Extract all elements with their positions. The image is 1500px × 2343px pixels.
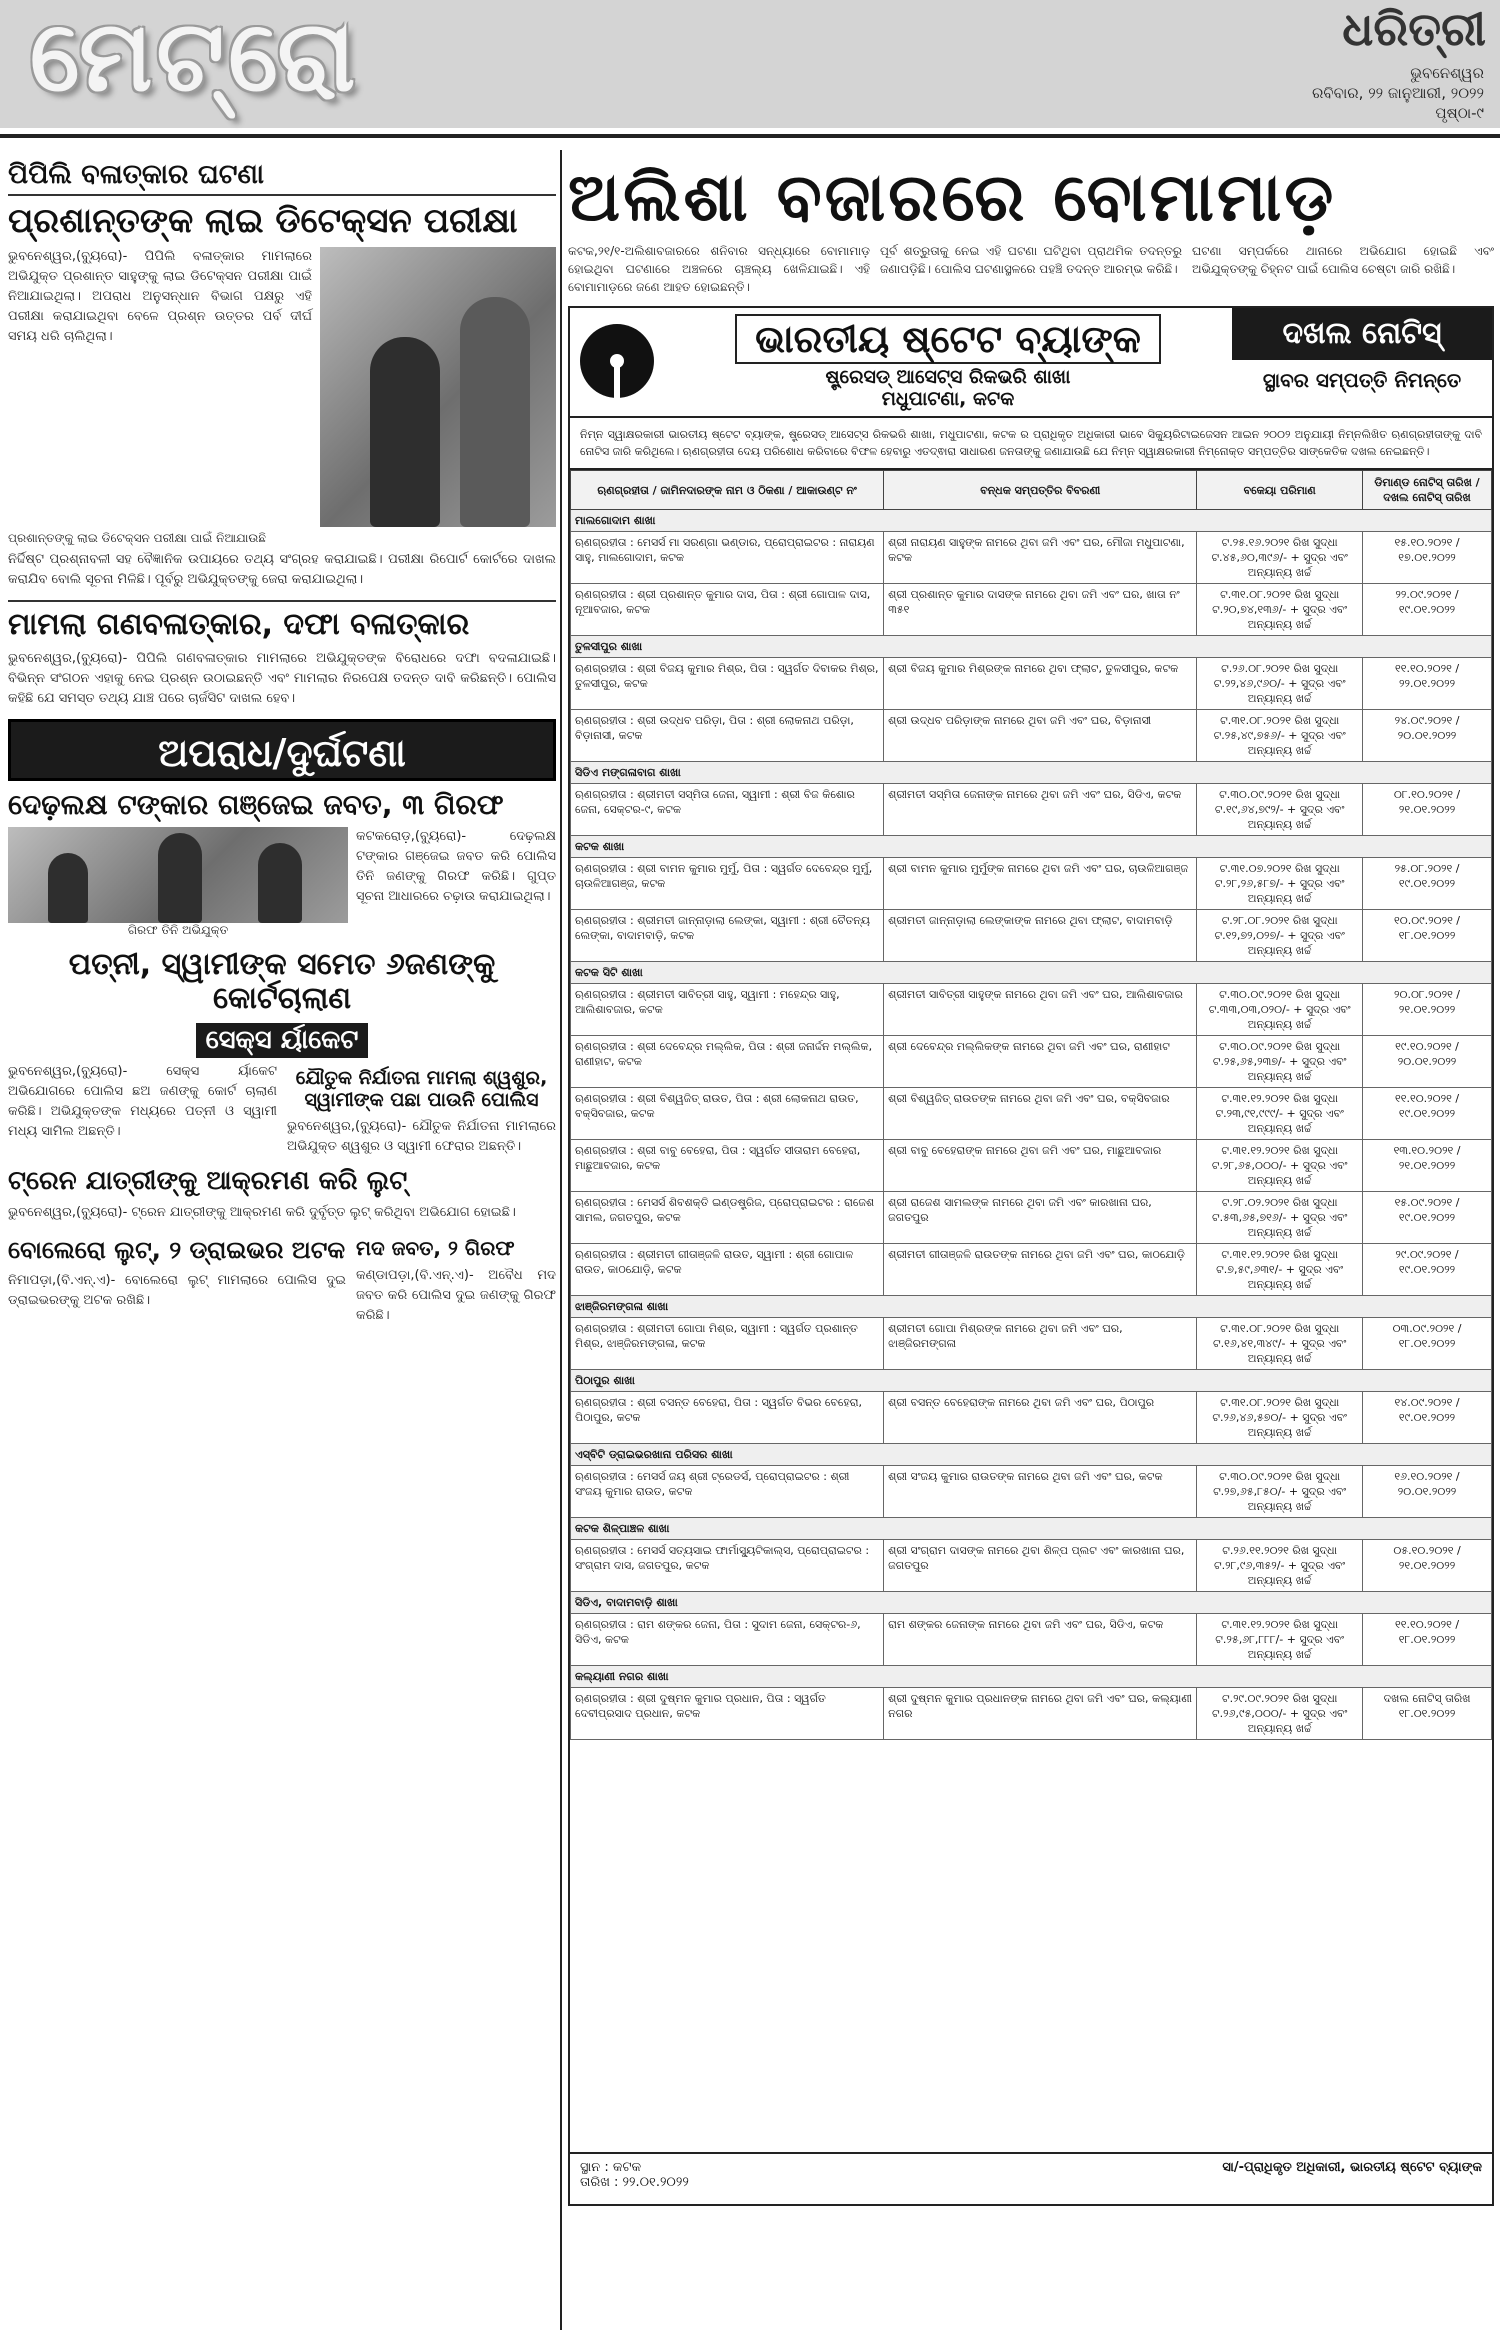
person-figure bbox=[370, 337, 440, 527]
dates-cell: ୧୫.୧୦.୨୦୨୧ / ୧୭.୦୧.୨୦୨୨ bbox=[1363, 532, 1492, 584]
branch-row bbox=[571, 836, 1492, 858]
table-row bbox=[571, 710, 1492, 762]
table-row bbox=[571, 1392, 1492, 1444]
person-figure bbox=[460, 297, 530, 527]
borrower-cell: ଋଣଗ୍ରହୀତା : ଶ୍ରୀ ବିଶ୍ୱଜିତ୍ ରାଉତ, ପିତା : ଶ୍ରୀ ଲୋକନାଥ ରାଉତ, ବକ୍ସିବଜାର, କଟକ bbox=[571, 1088, 884, 1140]
amount-cell: ଟ.୩୧.୦୮.୨୦୨୧ ରିଖ ସୁଦ୍ଧା ଟ.୨୦,୭୪,୧୩୬/- + ସୁଦ୍ର ଏବଂ ଅନ୍ୟାନ୍ୟ ଖର୍ଚ୍ଚ bbox=[1197, 584, 1363, 636]
news-photo bbox=[320, 247, 556, 527]
borrower-cell: ଋଣଗ୍ରହୀତା : ଶ୍ରୀ ପ୍ରଶାନ୍ତ କୁମାର ଦାସ, ପିତା : ଶ୍ରୀ ଗୋପାଳ ଦାସ, ନୂଆବଜାର, କଟକ bbox=[571, 584, 884, 636]
branch-row bbox=[571, 636, 1492, 658]
table-row bbox=[571, 1466, 1492, 1518]
story-paragraph: କଣ୍ଡାପଡ଼ା,(ବି.ଏନ୍.ଏ)- ଅବୈଧ ମଦ ଜବତ କରି ପୋଲିସ ଦୁଇ ଜଣଙ୍କୁ ଗିରଫ କରିଛି। bbox=[356, 1268, 556, 1324]
property-cell: ଶ୍ରୀ ବିଜୟ କୁମାର ମିଶ୍ରଙ୍କ ନାମରେ ଥିବା ଫ୍ଲାଟ, ତୁଳସୀପୁର, କଟକ bbox=[884, 658, 1197, 710]
branch-name: କଟକ ସିଟି ଶାଖା bbox=[571, 962, 1492, 984]
table-row bbox=[571, 1192, 1492, 1244]
possession-notice bbox=[568, 306, 1494, 2206]
amount-cell: ଟ.୨୯.୦୯.୨୦୨୧ ରିଖ ସୁଦ୍ଧା ଟ.୨୬,୯୫,୦୦୦/- + ସୁଦ୍ର ଏବଂ ଅନ୍ୟାନ୍ୟ ଖର୍ଚ୍ଚ bbox=[1197, 1688, 1363, 1740]
story-paragraph: ଭୁବନେଶ୍ୱର,(ବ୍ୟୁରୋ)- ସେକ୍ସ ର୍ୟାକେଟ ଅଭିଯୋଗରେ ପୋଲିସ ଛଅ ଜଣଙ୍କୁ କୋର୍ଟ ଚାଲାଣ କରିଛି। ଅଭିଯୁକ୍ତଙ୍କ ମଧ୍ୟରେ ପତ୍ନୀ ଓ ସ୍ୱାମୀ ମଧ୍ୟ ସାମିଲ ଅଛନ୍ତି। bbox=[8, 1063, 277, 1139]
column-header: ଋଣଗ୍ରହୀତା / ଜାମିନଦାରଙ୍କ ନାମ ଓ ଠିକଣା / ଆକାଉଣ୍ଟ ନଂ bbox=[571, 471, 884, 510]
borrower-cell: ଋଣଗ୍ରହୀତା : ମେସର୍ସ ସତ୍ୟସାଇ ଫାର୍ମାସ୍ୟୁଟିକାଲ୍ସ, ପ୍ରୋପ୍ରାଇଟର : ସଂଗ୍ରାମ ଦାସ, ଜଗତପୁର, କଟକ bbox=[571, 1540, 884, 1592]
property-cell: ଶ୍ରୀ ରାଜେଶ ସାମଲଙ୍କ ନାମରେ ଥିବା ଜମି ଏବଂ କାରଖାନା ଘର, ଜଗତପୁର bbox=[884, 1192, 1197, 1244]
borrower-cell: ଋଣଗ୍ରହୀତା : ଶ୍ରୀ ବାମନ କୁମାର ମୁର୍ମୁ, ପିତା : ସ୍ୱର୍ଗତ ଦେବେନ୍ଦ୍ର ମୁର୍ମୁ, ଚାଉଳିଆଗଞ୍ଜ, କଟକ bbox=[571, 858, 884, 910]
table-row bbox=[571, 584, 1492, 636]
borrower-cell: ଋଣଗ୍ରହୀତା : ଶ୍ରୀ ବିଜୟ କୁମାର ମିଶ୍ର, ପିତା : ସ୍ୱର୍ଗତ ଦିବାକର ମିଶ୍ର, ତୁଳସୀପୁର, କଟକ bbox=[571, 658, 884, 710]
borrower-cell: ଋଣଗ୍ରହୀତା : ଶ୍ରୀ ଦୁଷ୍ମନ କୁମାର ପ୍ରଧାନ, ପିତା : ସ୍ୱର୍ଗତ ଦେବୀପ୍ରସାଦ ପ୍ରଧାନ, କଟକ bbox=[571, 1688, 884, 1740]
property-cell: ଶ୍ରୀ ବିଶ୍ୱଜିତ୍ ରାଉତଙ୍କ ନାମରେ ଥିବା ଜମି ଏବଂ ଘର, ବକ୍ସିବଜାର bbox=[884, 1088, 1197, 1140]
notice-place: ସ୍ଥାନ : କଟକ bbox=[580, 2160, 642, 2175]
story-block bbox=[8, 1231, 346, 1326]
table-row bbox=[571, 1140, 1492, 1192]
badge-row bbox=[8, 1023, 556, 1058]
branch-row bbox=[571, 1296, 1492, 1318]
column-header: ଡିମାଣ୍ଡ ନୋଟିସ୍ ତାରିଖ / ଦଖଲ ନୋଟିସ୍ ତାରିଖ bbox=[1363, 471, 1492, 510]
story-headline: ପତ୍ନୀ, ସ୍ୱାମୀଙ୍କ ସମେତ ୬ଜଣଙ୍କୁ କୋର୍ଟଚାଲାଣ bbox=[68, 946, 496, 1017]
story-headline: ପ୍ରଶାନ୍ତଙ୍କ ଲାଇ ଡିଟେକ୍ସନ ପରୀକ୍ଷା bbox=[8, 201, 518, 241]
column-header: ବନ୍ଧକ ସମ୍ପତ୍ତିର ବିବରଣୀ bbox=[884, 471, 1197, 510]
photo-block bbox=[8, 827, 348, 938]
dates-cell: ୨୯.୦୯.୨୦୨୧ / ୧୯.୦୧.୨୦୨୨ bbox=[1363, 1244, 1492, 1296]
property-cell: ଶ୍ରୀ ବାମନ କୁମାର ମୁର୍ମୁଙ୍କ ନାମରେ ଥିବା ଜମି ଏବଂ ଘର, ଚାଉଳିଆଗଞ୍ଜ bbox=[884, 858, 1197, 910]
property-cell: ଶ୍ରୀମତୀ ସସ୍ମିତା ଜେନାଙ୍କ ନାମରେ ଥିବା ଜମି ଏବଂ ଘର, ସିଡିଏ, କଟକ bbox=[884, 784, 1197, 836]
bank-logo-icon bbox=[580, 324, 654, 398]
dates-cell: ୦୮.୧୦.୨୦୨୧ / ୨୧.୦୧.୨୦୨୨ bbox=[1363, 784, 1492, 836]
amount-cell: ଟ.୩୦.୦୯.୨୦୨୧ ରିଖ ସୁଦ୍ଧା ଟ.୩୩,୦୩,୦୨୦/- + ସୁଦ୍ର ଏବଂ ଅନ୍ୟାନ୍ୟ ଖର୍ଚ୍ଚ bbox=[1197, 984, 1363, 1036]
branch-name: କଟକ ଶିଳ୍ପାଞ୍ଚଳ ଶାଖା bbox=[571, 1518, 1492, 1540]
borrower-cell: ଋଣଗ୍ରହୀତା : ଶ୍ରୀମତୀ ସାବିତ୍ରୀ ସାହୁ, ସ୍ୱାମୀ : ମହେନ୍ଦ୍ର ସାହୁ, ଆଲିଶାବଜାର, କଟକ bbox=[571, 984, 884, 1036]
dates-cell: ୦୫.୧୦.୨୦୨୧ / ୨୧.୦୧.୨୦୨୨ bbox=[1363, 1540, 1492, 1592]
branch-row bbox=[571, 962, 1492, 984]
lead-headline: ଅଲିଶା ବଜାରରେ ବୋମାମାଡ଼ bbox=[568, 159, 1337, 236]
amount-cell: ଟ.୩୧.୦୮.୨୦୨୧ ରିଖ ସୁଦ୍ଧା ଟ.୧୬,୪୧,୩୪୯/- + ସୁଦ୍ର ଏବଂ ଅନ୍ୟାନ୍ୟ ଖର୍ଚ୍ଚ bbox=[1197, 1318, 1363, 1370]
amount-cell: ଟ.୩୧.୧୨.୨୦୨୧ ରିଖ ସୁଦ୍ଧା ଟ.୭,୫୯,୬୩୧/- + ସୁଦ୍ର ଏବଂ ଅନ୍ୟାନ୍ୟ ଖର୍ଚ୍ଚ bbox=[1197, 1244, 1363, 1296]
column-header: ବକେୟା ପରିମାଣ bbox=[1197, 471, 1363, 510]
amount-cell: ଟ.୩୦.୦୯.୨୦୨୧ ରିଖ ସୁଦ୍ଧା ଟ.୧୯,୬୪,୭୯୨/- + ସୁଦ୍ର ଏବଂ ଅନ୍ୟାନ୍ୟ ଖର୍ଚ୍ଚ bbox=[1197, 784, 1363, 836]
notice-footer bbox=[570, 2152, 1492, 2204]
branch-name: ଝାଞ୍ଜିରମଙ୍ଗଳା ଶାଖା bbox=[571, 1296, 1492, 1318]
dates-cell: ୧୧.୧୦.୨୦୨୧ / ୧୯.୦୧.୨୦୨୨ bbox=[1363, 1088, 1492, 1140]
table-row bbox=[571, 1088, 1492, 1140]
branch-row bbox=[571, 1666, 1492, 1688]
notice-type bbox=[1232, 308, 1492, 416]
branch-row bbox=[571, 510, 1492, 532]
dates-cell: ୨୨.୦୯.୨୦୨୧ / ୧୯.୦୧.୨୦୨୨ bbox=[1363, 584, 1492, 636]
property-cell: ଶ୍ରୀମତୀ ଗୋପା ମିଶ୍ରଙ୍କ ନାମରେ ଥିବା ଜମି ଏବଂ ଘର, ଝାଞ୍ଜିରମଙ୍ଗଳା bbox=[884, 1318, 1197, 1370]
branch-name: ମାଲଗୋଦାମ ଶାଖା bbox=[571, 510, 1492, 532]
story-paragraph: କଟକରୋଡ଼,(ବ୍ୟୁରୋ)- ଦେଢ଼ଲକ୍ଷ ଟଙ୍କାର ଗଞ୍ଜେଇ ଜବତ କରି ପୋଲିସ ତିନି ଜଣଙ୍କୁ ଗିରଫ କରିଛି। ଗୁପ୍ତ ସୂଚନା ଆଧାରରେ ଚଢ଼ାଉ କରାଯାଇଥିଲା। bbox=[356, 828, 556, 904]
story-paragraph: ନିମାପଡ଼ା,(ବି.ଏନ୍.ଏ)- ବୋଲେରୋ ଲୁଟ୍ ମାମଲାରେ ପୋଲିସ ଦୁଇ ଡ୍ରାଇଭରଙ୍କୁ ଅଟକ ରଖିଛି। bbox=[8, 1272, 346, 1308]
table-row bbox=[571, 1318, 1492, 1370]
borrower-cell: ଋଣଗ୍ରହୀତା : ମେସର୍ସ ଜୟ ଶ୍ରୀ ଟ୍ରେଡର୍ସ, ପ୍ରୋପ୍ରାଇଟର : ଶ୍ରୀ ସଂଜୟ କୁମାର ରାଉତ, କଟକ bbox=[571, 1466, 884, 1518]
borrower-cell: ଋଣଗ୍ରହୀତା : ମେସର୍ସ ମା ସରଣ୍ଗା ଭଣ୍ଡାର, ପ୍ରୋପ୍ରାଇଟର : ନାରାୟଣ ସାହୁ, ମାଲଗୋଦାମ, କଟକ bbox=[571, 532, 884, 584]
branch-name: କଲ୍ୟାଣୀ ନଗର ଶାଖା bbox=[571, 1666, 1492, 1688]
branch-row bbox=[571, 1370, 1492, 1392]
story-text bbox=[8, 247, 312, 527]
column-divider bbox=[560, 150, 562, 2330]
branch-name: ସିଡିଏ, ବାଦାମବାଡ଼ି ଶାଖା bbox=[571, 1592, 1492, 1614]
person-figure bbox=[258, 843, 302, 923]
person-figure bbox=[158, 833, 202, 923]
story-headline: ମାମଲା ଗଣବଳାତ୍କାର, ଦଫା ବଳାତ୍କାର bbox=[8, 600, 556, 643]
table-row bbox=[571, 910, 1492, 962]
amount-cell: ଟ.୩୧.୧୨.୨୦୨୧ ରିଖ ସୁଦ୍ଧା ଟ.୨୮,୬୫,୦୦୦/- + ସୁଦ୍ର ଏବଂ ଅନ୍ୟାନ୍ୟ ଖର୍ଚ୍ଚ bbox=[1197, 1140, 1363, 1192]
property-cell: ଶ୍ରୀ ନାରାୟଣ ସାହୁଙ୍କ ନାମରେ ଥିବା ଜମି ଏବଂ ଘର, ମୌଜା ମଧୁପାଟଣା, କଟକ bbox=[884, 532, 1197, 584]
property-cell: ଶ୍ରୀ ଦେବେନ୍ଦ୍ର ମଲ୍ଲିକଙ୍କ ନାମରେ ଥିବା ଜମି ଏବଂ ଘର, ରାଣୀହାଟ bbox=[884, 1036, 1197, 1088]
amount-cell: ଟ.୨୮.୦୨.୨୦୨୧ ରିଖ ସୁଦ୍ଧା ଟ.୫୩,୬୫,୭୧୬/- + ସୁଦ୍ର ଏବଂ ଅନ୍ୟାନ୍ୟ ଖର୍ଚ୍ଚ bbox=[1197, 1192, 1363, 1244]
branch-row bbox=[571, 1518, 1492, 1540]
story-paragraph: କଟକ,୨୧/୧-ଅଲିଶାବଜାରରେ ଶନିବାର ସନ୍ଧ୍ୟାରେ ବୋମାମାଡ଼ ହୋଇଥିବା ଘଟଣାରେ ଅଞ୍ଚଳରେ ଚାଞ୍ଚଲ୍ୟ ଖେଳିଯାଇଛି। ଏହି ବୋମାମାଡ଼ରେ ଜଣେ ଆହତ ହୋଇଛନ୍ତି। bbox=[568, 244, 870, 294]
story-headline: ଯୌତୁକ ନିର୍ଯାତନା ମାମଲା ଶ୍ୱଶୁର, ସ୍ୱାମୀଙ୍କ ପଛା ପାଉନି ପୋଲିସ bbox=[295, 1066, 548, 1111]
amount-cell: ଟ.୩୧.୦୭.୨୦୨୧ ରିଖ ସୁଦ୍ଧା ଟ.୨୮,୨୬,୫୮୭/- + ସୁଦ୍ର ଏବଂ ଅନ୍ୟାନ୍ୟ ଖର୍ଚ୍ଚ bbox=[1197, 858, 1363, 910]
right-column bbox=[568, 158, 1494, 2328]
story-block bbox=[8, 827, 556, 938]
dates-cell: ୨୪.୦୯.୨୦୨୧ / ୨୦.୦୧.୨୦୨୨ bbox=[1363, 710, 1492, 762]
branch-row bbox=[571, 762, 1492, 784]
dates-cell: ୨୦.୦୮.୨୦୨୧ / ୨୧.୦୧.୨୦୨୨ bbox=[1363, 984, 1492, 1036]
story-kicker: ପିପିଲି ବଳାତ୍କାର ଘଟଣା bbox=[8, 158, 556, 196]
property-cell: ଶ୍ରୀ ସଂଜୟ କୁମାର ରାଉତଙ୍କ ନାମରେ ଥିବା ଜମି ଏବଂ ଘର, କଟକ bbox=[884, 1466, 1197, 1518]
dates-cell: ୧୧.୧୦.୨୦୨୧ / ୨୨.୦୧.୨୦୨୨ bbox=[1363, 658, 1492, 710]
dates-cell: ୧୧.୧୦.୨୦୨୧ / ୧୮.୦୧.୨୦୨୨ bbox=[1363, 1614, 1492, 1666]
story-block bbox=[8, 1062, 556, 1158]
amount-cell: ଟ.୨୫.୧୬.୨୦୨୧ ରିଖ ସୁଦ୍ଧା ଟ.୪୫,୬୦,୩୯୬/- + ସୁଦ୍ର ଏବଂ ଅନ୍ୟାନ୍ୟ ଖର୍ଚ୍ଚ bbox=[1197, 532, 1363, 584]
dates-cell: ୧୩.୧୦.୨୦୨୧ / ୨୧.୦୧.୨୦୨୨ bbox=[1363, 1140, 1492, 1192]
amount-cell: ଟ.୩୧.୧୨.୨୦୨୧ ରିଖ ସୁଦ୍ଧା ଟ.୨୫,୬୮,୮୮୮/- + ସୁଦ୍ର ଏବଂ ଅନ୍ୟାନ୍ୟ ଖର୍ଚ୍ଚ bbox=[1197, 1614, 1363, 1666]
story-paragraph: ପୂର୍ବ ଶତ୍ରୁତାକୁ ନେଇ ଏହି ଘଟଣା ଘଟିଥିବା ପ୍ରାଥମିକ ତଦନ୍ତରୁ ଜଣାପଡ଼ିଛି। ପୋଲିସ ଘଟଣାସ୍ଥଳରେ ପହଞ୍ଚି ତଦନ୍ତ ଆରମ୍ଭ କରିଛି। bbox=[880, 244, 1182, 276]
story-headline: ମଦ ଜବତ, ୨ ଗିରଫ bbox=[356, 1236, 515, 1261]
property-cell: ରାମ ଶଙ୍କର ଜେନାଙ୍କ ନାମରେ ଥିବା ଜମି ଏବଂ ଘର, ସିଡିଏ, କଟକ bbox=[884, 1614, 1197, 1666]
section-bar: ଅପରାଧ/ଦୁର୍ଘଟଣା bbox=[8, 719, 556, 781]
story-headline: ବୋଲେରୋ ଲୁଟ୍, ୨ ଡ୍ରାଇଭର ଅଟକ bbox=[8, 1236, 346, 1265]
table-row bbox=[571, 1688, 1492, 1740]
amount-cell: ଟ.୩୦.୦୯.୨୦୨୧ ରିଖ ସୁଦ୍ଧା ଟ.୨୫,୬୫,୨୩୭/- + ସୁଦ୍ର ଏବଂ ଅନ୍ୟାନ୍ୟ ଖର୍ଚ୍ଚ bbox=[1197, 1036, 1363, 1088]
amount-cell: ଟ.୩୧.୦୮.୨୦୨୧ ରିଖ ସୁଦ୍ଧା ଟ.୨୬,୪୬,୫୭୦/- + ସୁଦ୍ର ଏବଂ ଅନ୍ୟାନ୍ୟ ଖର୍ଚ୍ଚ bbox=[1197, 1392, 1363, 1444]
table-row bbox=[571, 1614, 1492, 1666]
dates-cell: ୧୬.୧୦.୨୦୨୧ / ୨୦.୦୧.୨୦୨୨ bbox=[1363, 1466, 1492, 1518]
issue-date: ରବିବାର, ୨୨ ଜାନୁଆରୀ, ୨୦୨୨ bbox=[1312, 84, 1484, 102]
dates-cell: ୧୪.୦୯.୨୦୨୧ / ୧୯.୦୧.୨୦୨୨ bbox=[1363, 1392, 1492, 1444]
story-block bbox=[356, 1231, 556, 1326]
dates-cell: ୦୩.୦୯.୨୦୨୧ / ୧୮.୦୧.୨୦୨୨ bbox=[1363, 1318, 1492, 1370]
property-cell: ଶ୍ରୀ ଦୁଷ୍ମନ କୁମାର ପ୍ରଧାନଙ୍କ ନାମରେ ଥିବା ଜମି ଏବଂ ଘର, କଲ୍ୟାଣୀ ନଗର bbox=[884, 1688, 1197, 1740]
table-row bbox=[571, 1540, 1492, 1592]
property-cell: ଶ୍ରୀ ବସନ୍ତ ବେହେରାଙ୍କ ନାମରେ ଥିବା ଜମି ଏବଂ ଘର, ପିଠାପୁର bbox=[884, 1392, 1197, 1444]
branch-name: ଏସ୍‌ବିଟି ଡ୍ରାଇଭରଖାନା ପରିସର ଶାଖା bbox=[571, 1444, 1492, 1466]
bank-city: ମଧୁପାଟଣା, କଟକ bbox=[881, 388, 1015, 410]
left-column bbox=[8, 158, 556, 2328]
dates-cell: ୧୫.୦୯.୨୦୨୧ / ୧୯.୦୧.୨୦୨୨ bbox=[1363, 1192, 1492, 1244]
borrower-cell: ଋଣଗ୍ରହୀତା : ରାମ ଶଙ୍କର ଜେନା, ପିତା : ସୁଦାମ ଜେନା, ସେକ୍ଟର-୬, ସିଡିଏ, କଟକ bbox=[571, 1614, 884, 1666]
bank-name: ଭାରତୀୟ ଷ୍ଟେଟ ବ୍ୟାଙ୍କ bbox=[735, 314, 1161, 364]
notice-intro: ନିମ୍ନ ସ୍ୱାକ୍ଷରକାରୀ ଭାରତୀୟ ଷ୍ଟେଟ ବ୍ୟାଙ୍କ, ଷ୍ଟ୍ରେସଡ୍ ଆସେଟ୍ସ ରିକଭରି ଶାଖା, ମଧୁପାଟଣା, କଟକ ର ପ୍ରାଧିକୃତ ଅଧିକାରୀ ଭାବେ ସିକ୍ୟୁରିଟାଇଜେସନ ଆଇନ ୨୦୦୨ ଅନୁଯାୟୀ ନିମ୍ନଲିଖିତ ଋଣଗ୍ରହୀତାଙ୍କୁ ଦାବି ନୋଟିସ ଜାରି କରିଥିଲେ। ଋଣଗ୍ରହୀତା ଦେୟ ପରିଶୋଧ କରିବାରେ ବିଫଳ ହେବାରୁ ଏତଦ୍ଵାରା ସାଧାରଣ ଜନତାଙ୍କୁ ଜଣାଯାଉଛି ଯେ ନିମ୍ନ ସ୍ୱାକ୍ଷରକାରୀ ନିମ୍ନୋକ୍ତ ସମ୍ପତ୍ତିର ସାଙ୍କେତିକ ଦଖଲ ନେଇଛନ୍ତି। bbox=[570, 418, 1492, 470]
borrower-cell: ଋଣଗ୍ରହୀତା : ଶ୍ରୀମତୀ ଗୀତାଞ୍ଜଳି ରାଉତ, ସ୍ୱାମୀ : ଶ୍ରୀ ଗୋପାଳ ରାଉତ, କାଠଯୋଡ଼ି, କଟକ bbox=[571, 1244, 884, 1296]
bank-block bbox=[664, 308, 1232, 416]
table-row bbox=[571, 1244, 1492, 1296]
person-figure bbox=[48, 853, 88, 923]
story-paragraph: ଭୁବନେଶ୍ୱର,(ବ୍ୟୁରୋ)- ଟ୍ରେନ ଯାତ୍ରୀଙ୍କୁ ଆକ୍ରମଣ କରି ଦୁର୍ବୃତ୍ତ ଲୁଟ୍ କରିଥିବା ଅଭିଯୋଗ ହୋଇଛି। bbox=[8, 1205, 516, 1221]
branch-name: ପିଠାପୁର ଶାଖା bbox=[571, 1370, 1492, 1392]
table-row bbox=[571, 784, 1492, 836]
table-body bbox=[571, 510, 1492, 1740]
branch-name: କଟକ ଶାଖା bbox=[571, 836, 1492, 858]
property-cell: ଶ୍ରୀମତୀ ଗୀତାଞ୍ଜଳି ରାଉତଙ୍କ ନାମରେ ଥିବା ଜମି ଏବଂ ଘର, କାଠଯୋଡ଼ି bbox=[884, 1244, 1197, 1296]
dates-cell: ୧୦.୦୯.୨୦୨୧ / ୧୮.୦୧.୨୦୨୨ bbox=[1363, 910, 1492, 962]
property-cell: ଶ୍ରୀମତୀ ସାବିତ୍ରୀ ସାହୁଙ୍କ ନାମରେ ଥିବା ଜମି ଏବଂ ଘର, ଆଲିଶାବଜାର bbox=[884, 984, 1197, 1036]
dates-cell: ଦଖଲ ନୋଟିସ୍ ତାରିଖ ୧୮.୦୧.୨୦୨୨ bbox=[1363, 1688, 1492, 1740]
bank-branch: ଷ୍ଟ୍ରେସଡ୍ ଆସେଟ୍ସ ରିକଭରି ଶାଖା bbox=[825, 366, 1071, 388]
branch-row bbox=[571, 1444, 1492, 1466]
dates-cell: ୨୫.୦୮.୨୦୨୧ / ୧୯.୦୧.୨୦୨୨ bbox=[1363, 858, 1492, 910]
lead-story bbox=[568, 242, 1494, 296]
notice-subtitle: ସ୍ଥାବର ସମ୍ପତ୍ତି ନିମନ୍ତେ bbox=[1262, 368, 1462, 392]
borrower-cell: ଋଣଗ୍ରହୀତା : ଶ୍ରୀ ଦେବେନ୍ଦ୍ର ମଲ୍ଲିକ, ପିତା : ଶ୍ରୀ ଜନାର୍ଦ୍ଦନ ମଲ୍ଲିକ, ରାଣୀହାଟ, କଟକ bbox=[571, 1036, 884, 1088]
amount-cell: ଟ.୩୦.୦୯.୨୦୨୧ ରିଖ ସୁଦ୍ଧା ଟ.୨୭,୬୫,୮୫୦/- + ସୁଦ୍ର ଏବଂ ଅନ୍ୟାନ୍ୟ ଖର୍ଚ୍ଚ bbox=[1197, 1466, 1363, 1518]
story-headline: ଦେଢ଼ଲକ୍ଷ ଟଙ୍କାର ଗଞ୍ଜେଇ ଜବତ, ୩ ଗିରଫ bbox=[8, 787, 504, 821]
story-paragraph: ଭୁବନେଶ୍ୱର,(ବ୍ୟୁରୋ)- ଯୌତୁକ ନିର୍ଯାତନା ମାମଲାରେ ଅଭିଯୁକ୍ତ ଶ୍ୱଶୁର ଓ ସ୍ୱାମୀ ଫେରାର ଅଛନ୍ତି। bbox=[287, 1119, 556, 1155]
borrower-cell: ଋଣଗ୍ରହୀତା : ଶ୍ରୀମତୀ ସସ୍ମିତା ଜେନା, ସ୍ୱାମୀ : ଶ୍ରୀ ବିଜ କିଶୋର ଜେନା, ସେକ୍ଟର-୯, କଟକ bbox=[571, 784, 884, 836]
section-title: ମେଟ୍ରୋ bbox=[30, 0, 360, 114]
amount-cell: ଟ.୩୧.୦୮.୨୦୨୧ ରିଖ ସୁଦ୍ଧା ଟ.୨୫,୪୯,୭୫୬/- + ସୁଦ୍ର ଏବଂ ଅନ୍ୟାନ୍ୟ ଖର୍ଚ୍ଚ bbox=[1197, 710, 1363, 762]
story-block bbox=[8, 1231, 556, 1326]
amount-cell: ଟ.୨୬.୧୧.୨୦୨୧ ରିଖ ସୁଦ୍ଧା ଟ.୨୮,୯୬,୩୫୨/- + ସୁଦ୍ର ଏବଂ ଅନ୍ୟାନ୍ୟ ଖର୍ଚ୍ଚ bbox=[1197, 1540, 1363, 1592]
story-paragraph: ଭୁବନେଶ୍ୱର,(ବ୍ୟୁରୋ)- ପିପିଲି ବଳାତ୍କାର ମାମଲାରେ ଅଭିଯୁକ୍ତ ପ୍ରଶାନ୍ତ ସାହୁଙ୍କୁ ଲାଇ ଡିଟେକ୍ସନ ପରୀକ୍ଷା ପାଇଁ ନିଆଯାଇଥିଲା। ଅପରାଧ ଅନୁସନ୍ଧାନ ବିଭାଗ ପକ୍ଷରୁ ଏହି ପରୀକ୍ଷା କରାଯାଇଥିବା ବେଳେ ପ୍ରଶ୍ନ ଉତ୍ତର ପର୍ବ ଦୀର୍ଘ ସମୟ ଧରି ଚାଲିଥିଲା। bbox=[8, 249, 312, 345]
notice-signatory: ସା/-ପ୍ରାଧିକୃତ ଅଧିକାରୀ, ଭାରତୀୟ ଷ୍ଟେଟ ବ୍ୟାଙ୍କ bbox=[1222, 2160, 1482, 2175]
story-paragraph: ନିର୍ଦ୍ଦିଷ୍ଟ ପ୍ରଶ୍ନାବଳୀ ସହ ବୈଜ୍ଞାନିକ ଉପାୟରେ ତଥ୍ୟ ସଂଗ୍ରହ କରାଯାଇଛି। ପରୀକ୍ଷା ରିପୋର୍ଟ କୋର୍ଟରେ ଦାଖଲ କରାଯିବ ବୋଲି ସୂଚନା ମିଳିଛି। ପୂର୍ବରୁ ଅଭିଯୁକ୍ତଙ୍କୁ ଜେରା କରାଯାଇଥିଲା। bbox=[8, 552, 556, 588]
table-header-row bbox=[571, 471, 1492, 510]
amount-cell: ଟ.୨୬.୦୮.୨୦୨୧ ରିଖ ସୁଦ୍ଧା ଟ.୨୨,୪୬,୯୬୦/- + ସୁଦ୍ର ଏବଂ ଅନ୍ୟାନ୍ୟ ଖର୍ଚ୍ଚ bbox=[1197, 658, 1363, 710]
photo-caption: ଗିରଫ ତିନି ଅଭିଯୁକ୍ତ bbox=[127, 922, 229, 937]
newspaper-logo: ଧରିତ୍ରୀ bbox=[1342, 2, 1486, 56]
story-block bbox=[8, 247, 556, 527]
branch-name: ତୁଳସୀପୁର ଶାଖା bbox=[571, 636, 1492, 658]
amount-cell: ଟ.୨୮.୦୮.୨୦୨୧ ରିଖ ସୁଦ୍ଧା ଟ.୧୨,୭୨,୦୨୭/- + ସୁଦ୍ର ଏବଂ ଅନ୍ୟାନ୍ୟ ଖର୍ଚ୍ଚ bbox=[1197, 910, 1363, 962]
borrower-cell: ଋଣଗ୍ରହୀତା : ଶ୍ରୀ ଉଦ୍ଧବ ପରିଡ଼ା, ପିତା : ଶ୍ରୀ ଲୋକନାଥ ପରିଡ଼ା, ବିଡ଼ାନାସୀ, କଟକ bbox=[571, 710, 884, 762]
story-paragraph: ଘଟଣା ସମ୍ପର୍କରେ ଥାନାରେ ଅଭିଯୋଗ ହୋଇଛି ଏବଂ ଅଭିଯୁକ୍ତଙ୍କୁ ଚିହ୍ନଟ ପାଇଁ ପୋଲିସ ଚେଷ୍ଟା ଜାରି ରଖିଛି। bbox=[1192, 244, 1494, 276]
story-block bbox=[287, 1062, 556, 1158]
notice-header bbox=[570, 308, 1492, 418]
borrower-cell: ଋଣଗ୍ରହୀତା : ଶ୍ରୀମତୀ ଗୋପା ମିଶ୍ର, ସ୍ୱାମୀ : ସ୍ୱର୍ଗତ ପ୍ରଶାନ୍ତ ମିଶ୍ର, ଝାଞ୍ଜିରମଙ୍ଗଳା, କଟକ bbox=[571, 1318, 884, 1370]
branch-name: ସିଡିଏ ମଙ୍ଗଳାବାଗ ଶାଖା bbox=[571, 762, 1492, 784]
borrower-cell: ଋଣଗ୍ରହୀତା : ଶ୍ରୀ ବସନ୍ତ ବେହେରା, ପିତା : ସ୍ୱର୍ଗତ ବିଭର ବେହେରା, ପିଠାପୁର, କଟକ bbox=[571, 1392, 884, 1444]
story-badge: ସେକ୍ସ ର୍ୟାକେଟ bbox=[196, 1023, 369, 1058]
table-row bbox=[571, 532, 1492, 584]
story-paragraph: ଭୁବନେଶ୍ୱର,(ବ୍ୟୁରୋ)- ପିପିଲି ଗଣବଳାତ୍କାର ମାମଲାରେ ଅଭିଯୁକ୍ତଙ୍କ ବିରୋଧରେ ଦଫା ବଦଳାଯାଇଛି। ବିଭିନ୍ନ ସଂଗଠନ ଏହାକୁ ନେଇ ପ୍ରଶ୍ନ ଉଠାଇଛନ୍ତି ଏବଂ ମାମଲାର ନିରପେକ୍ଷ ତଦନ୍ତ ଦାବି କରିଛନ୍ତି। ପୋଲିସ କହିଛି ଯେ ସମସ୍ତ ତଥ୍ୟ ଯାଞ୍ଚ ପରେ ଚାର୍ଜସିଟ ଦାଖଲ ହେବ। bbox=[8, 650, 556, 706]
property-cell: ଶ୍ରୀ ସଂଗ୍ରାମ ଦାସଙ୍କ ନାମରେ ଥିବା ଶିଳ୍ପ ପ୍ଲଟ ଏବଂ କାରଖାନା ଘର, ଜଗତପୁର bbox=[884, 1540, 1197, 1592]
dateline-place: ଭୁବନେଶ୍ୱର bbox=[1410, 64, 1484, 82]
borrower-cell: ଋଣଗ୍ରହୀତା : ମେସର୍ସ ଶିବଶକ୍ତି ଇଣ୍ଡଷ୍ଟ୍ରିଜ, ପ୍ରୋପ୍ରାଇଟର : ରାଜେଶ ସାମଲ, ଜଗତପୁର, କଟକ bbox=[571, 1192, 884, 1244]
story-headline: ଟ୍ରେନ ଯାତ୍ରୀଙ୍କୁ ଆକ୍ରମଣ କରି ଲୁଟ୍ bbox=[8, 1166, 408, 1197]
borrower-cell: ଋଣଗ୍ରହୀତା : ଶ୍ରୀମତୀ ଜାନ୍ନାଡ଼ାଲା ଲେଙ୍କା, ସ୍ୱାମୀ : ଶ୍ରୀ ଚୈତନ୍ୟ ଲେଙ୍କା, ବାଦାମବାଡ଼ି, କଟକ bbox=[571, 910, 884, 962]
property-cell: ଶ୍ରୀ ବାବୁ ବେହେରାଙ୍କ ନାମରେ ଥିବା ଜମି ଏବଂ ଘର, ମାଛୁଆବଜାର bbox=[884, 1140, 1197, 1192]
amount-cell: ଟ.୩୧.୧୨.୨୦୨୧ ରିଖ ସୁଦ୍ଧା ଟ.୨୩,୯୧,୯୯୯/- + ସୁଦ୍ର ଏବଂ ଅନ୍ୟାନ୍ୟ ଖର୍ଚ୍ଚ bbox=[1197, 1088, 1363, 1140]
photo-caption: ପ୍ରଶାନ୍ତଙ୍କୁ ଲାଇ ଡିଟେକ୍ସନ ପରୀକ୍ଷା ପାଇଁ ନିଆଯାଉଛି bbox=[8, 531, 266, 546]
news-photo bbox=[8, 827, 348, 923]
property-cell: ଶ୍ରୀ ପ୍ରଶାନ୍ତ କୁମାର ଦାସଙ୍କ ନାମରେ ଥିବା ଜମି ଏବଂ ଘର, ଖାତା ନଂ ୩୫୧ bbox=[884, 584, 1197, 636]
borrower-cell: ଋଣଗ୍ରହୀତା : ଶ୍ରୀ ବାବୁ ବେହେରା, ପିତା : ସ୍ୱର୍ଗତ ସୀତାରାମ ବେହେରା, ମାଛୁଆବଜାର, କଟକ bbox=[571, 1140, 884, 1192]
table-row bbox=[571, 658, 1492, 710]
dates-cell: ୧୯.୧୦.୨୦୨୧ / ୨୦.୦୧.୨୦୨୨ bbox=[1363, 1036, 1492, 1088]
notice-date: ତାରିଖ : ୨୨.୦୧.୨୦୨୨ bbox=[580, 2175, 689, 2190]
notice-place-date bbox=[580, 2160, 689, 2198]
table-row bbox=[571, 1036, 1492, 1088]
table-row bbox=[571, 858, 1492, 910]
masthead bbox=[0, 0, 1500, 128]
property-cell: ଶ୍ରୀମତୀ ଜାନ୍ନାଡ଼ାଲା ଲେଙ୍କାଙ୍କ ନାମରେ ଥିବା ଫ୍ଲାଟ, ବାଦାମବାଡ଼ି bbox=[884, 910, 1197, 962]
recovery-table bbox=[570, 470, 1492, 1740]
photo-block bbox=[320, 247, 556, 527]
masthead-rule bbox=[0, 134, 1500, 138]
notice-title: ଦଖଲ ନୋଟିସ୍ bbox=[1232, 308, 1492, 360]
property-cell: ଶ୍ରୀ ଉଦ୍ଧବ ପରିଡ଼ାଙ୍କ ନାମରେ ଥିବା ଜମି ଏବଂ ଘର, ବିଡ଼ାନାସୀ bbox=[884, 710, 1197, 762]
page-number: ପୃଷ୍ଠା-୯ bbox=[1435, 104, 1484, 122]
table-row bbox=[571, 984, 1492, 1036]
branch-row bbox=[571, 1592, 1492, 1614]
